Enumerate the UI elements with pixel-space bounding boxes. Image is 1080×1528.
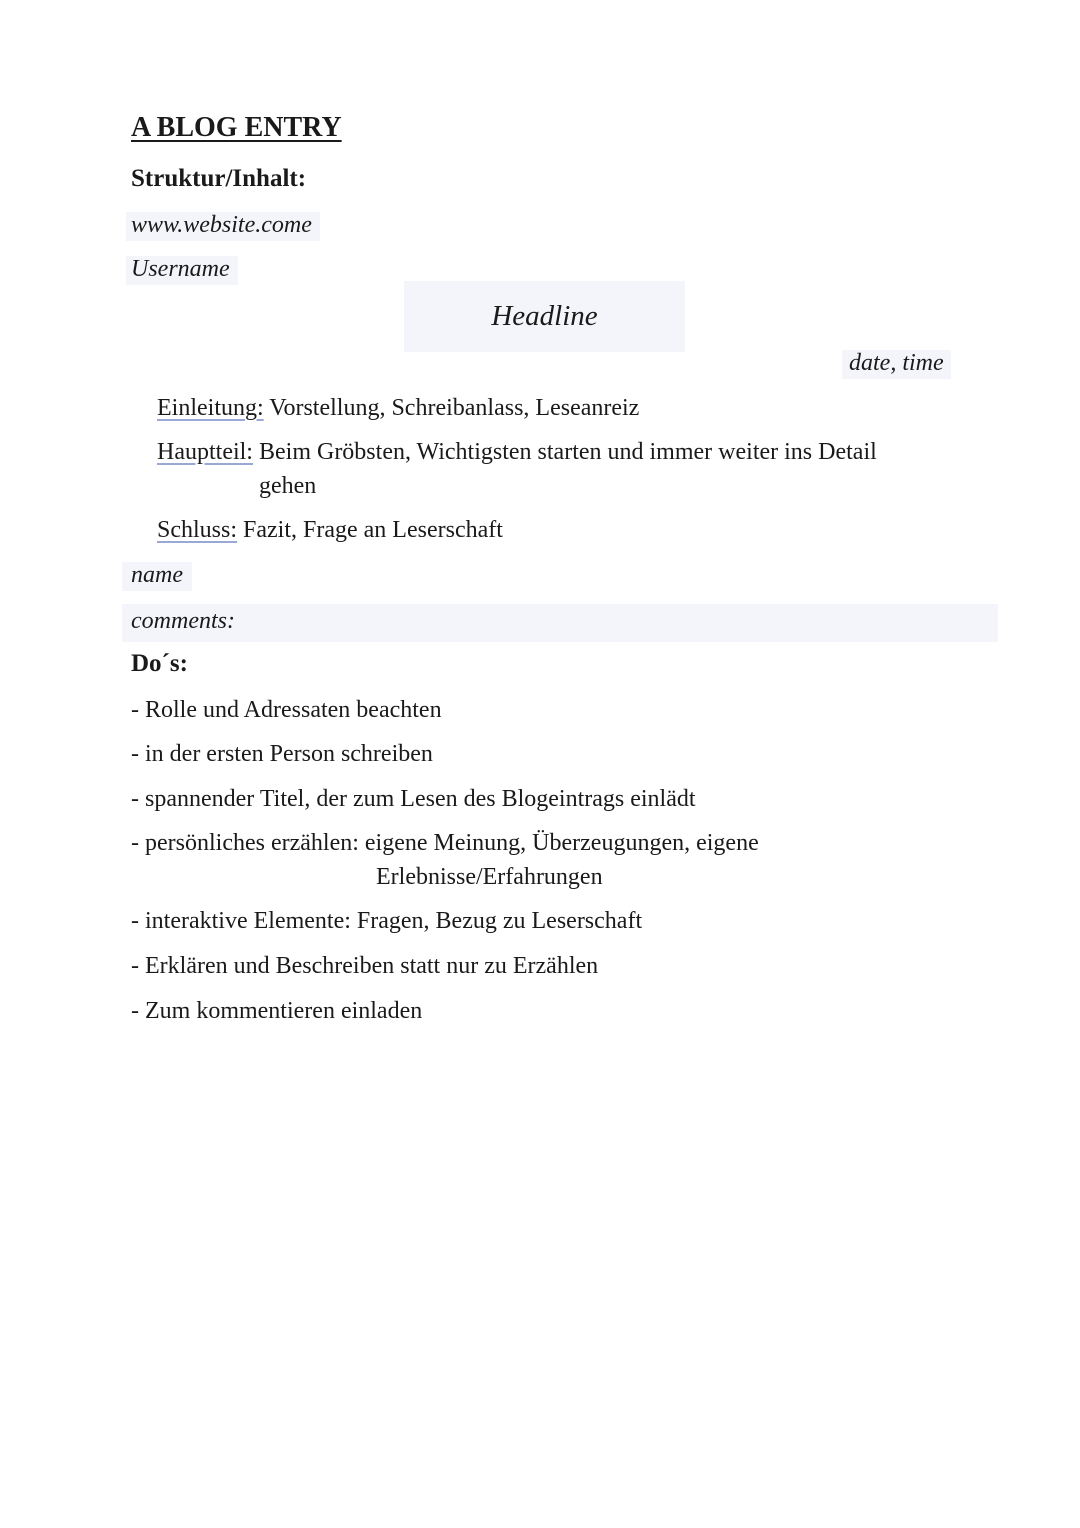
author-name-placeholder: name — [122, 562, 192, 591]
section-schluss — [157, 517, 503, 544]
section-einleitung — [157, 395, 639, 422]
section-label: Einleitung: — [157, 395, 264, 421]
list-item: - Rolle und Adressaten beachten — [131, 697, 442, 723]
page-title: A BLOG ENTRY — [131, 112, 342, 143]
list-item: - in der ersten Person schreiben — [131, 741, 433, 767]
dos-heading: Do´s: — [131, 650, 188, 677]
list-item: - persönliches erzählen: eigene Meinung, Überzeugungen, eigene — [131, 830, 759, 856]
section-hauptteil — [157, 439, 877, 466]
headline-placeholder: Headline — [404, 281, 685, 352]
datetime-placeholder: date, time — [842, 350, 951, 379]
structure-heading: Struktur/Inhalt: — [131, 165, 307, 192]
section-text: Fazit, Frage an Leserschaft — [237, 517, 503, 543]
list-item: - interaktive Elemente: Fragen, Bezug zu Leserschaft — [131, 908, 643, 934]
section-hauptteil-continuation: gehen — [259, 473, 317, 499]
list-item-continuation: Erlebnisse/Erfahrungen — [376, 864, 603, 890]
website-url-placeholder: www.website.come — [126, 212, 320, 241]
list-item: - spannender Titel, der zum Lesen des Blogeintrags einlädt — [131, 786, 696, 812]
list-item: - Erklären und Beschreiben statt nur zu Erzählen — [131, 953, 599, 979]
section-label: Hauptteil: — [157, 439, 253, 465]
comments-placeholder: comments: — [122, 604, 998, 642]
section-label: Schluss: — [157, 517, 238, 543]
section-text: Beim Gröbsten, Wichtigsten starten und immer weiter ins Detail — [252, 439, 877, 465]
username-placeholder: Username — [126, 256, 238, 285]
section-text: Vorstellung, Schreibanlass, Leseanreiz — [263, 395, 640, 421]
list-item: - Zum kommentieren einladen — [131, 998, 423, 1024]
